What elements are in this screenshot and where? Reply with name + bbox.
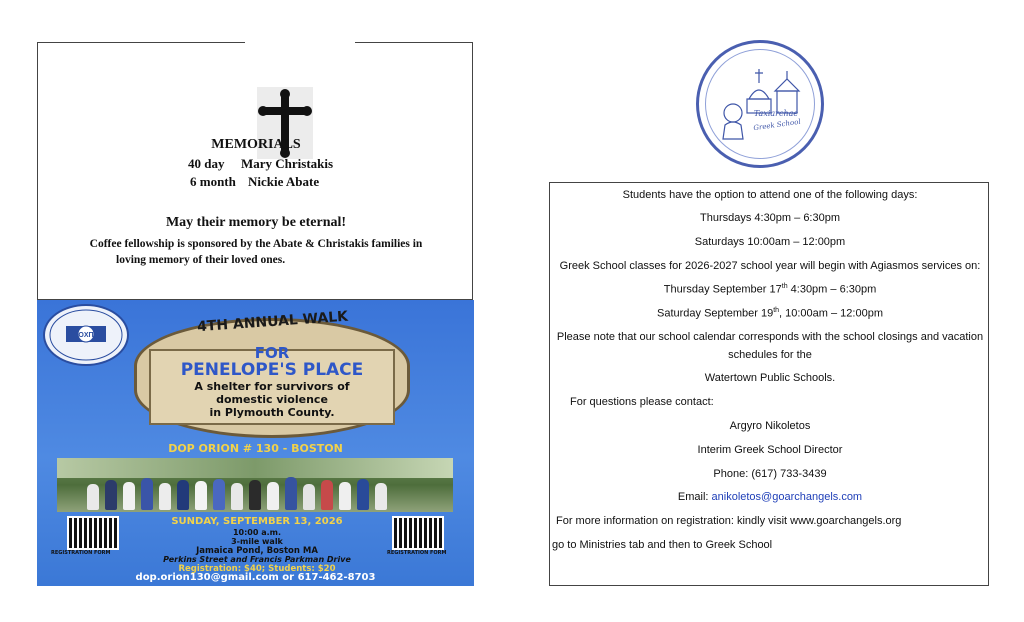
coffee-fellowship-line: loving memory of their loved ones. [116,254,286,266]
shelter-description: in Plymouth County. [209,406,335,419]
director-phone: Phone: (617) 733-3439 [713,468,827,480]
logo-text: Taxiarchae [753,109,799,118]
thursday-schedule: Thursdays 4:30pm – 6:30pm [699,212,841,224]
walk-flyer [37,300,474,586]
registration-qr-code[interactable] [392,516,444,550]
coffee-fellowship-line: Coffee fellowship is sponsored by the Abate & Christakis families in [89,238,423,250]
questions-contact: For questions please contact: [570,396,714,408]
director-name: Argyro Nikoletos [729,420,811,432]
director-title: Interim Greek School Director [697,444,843,456]
memorial-card [37,42,473,300]
walk-fees: Registration: $40; Students: $20 [178,564,336,574]
shelter-description: domestic violence [216,393,328,406]
greek-school-info-box [549,182,989,586]
shelter-description: A shelter for survivors of [194,380,350,393]
walk-contact: dop.orion130@gmail.com or 617-462-8703 [135,572,376,583]
dop-seal-logo [43,304,129,366]
qr-label: REGISTRATION FORM [51,550,111,556]
penelopes-place-title: PENELOPE'S PLACE [180,360,364,380]
calendar-note: Watertown Public Schools. [704,372,836,384]
thursday-start-date: Thursday September 17th 4:30pm – 6:30pm [663,283,877,296]
memorials-title: MEMORIALS [211,137,301,152]
walk-location: Jamaica Pond, Boston MA [196,546,318,556]
walk-streets: Perkins Street and Francis Parkman Drive [163,555,351,564]
dop-orion-heading: DOP ORION # 130 - BOSTON [168,442,343,455]
qr-label: REGISTRATION FORM [387,550,447,556]
memorial-row-label: 6 month [190,174,236,189]
group-photo [57,458,453,512]
registration-qr-code[interactable] [67,516,119,550]
ministries-instruction: go to Ministries tab and then to Greek School [552,539,773,551]
greek-school-logo [696,40,824,168]
walk-time: 10:00 a.m. [232,528,282,537]
walk-date: SUNDAY, SEPTEMBER 13, 2026 [171,516,343,527]
walk-for-text: FOR [254,344,290,362]
walk-distance: 3-mile walk [231,537,283,546]
calendar-note: Please note that our school calendar corresponds with the school closings and vacation [556,331,984,343]
calendar-note: schedules for the [728,349,812,361]
saturday-schedule: Saturdays 10:00am – 12:00pm [694,236,846,248]
memorial-row-label: 40 day [188,156,225,171]
director-email: Email: anikoletos@goarchangels.com [677,491,863,503]
saturday-start-date: Saturday September 19th, 10:00am – 12:00pm [657,307,883,320]
email-link[interactable]: anikoletos@goarchangels.com [711,491,863,503]
memorial-row-name: Nickie Abate [248,174,320,189]
registration-info: For more information on registration: kindly visit www.goarchangels.org [556,515,902,527]
classes-begin-text: Greek School classes for 2026-2027 school year will begin with Agiasmos services on: [559,260,981,272]
memory-eternal-text: May their memory be eternal! [165,215,347,230]
attendance-intro: Students have the option to attend one of the following days: [622,189,918,201]
logo-text: Greek School [752,117,802,133]
memorial-row-name: Mary Christakis [241,156,334,171]
walk-banner-title: 4TH ANNUAL WALK [196,308,349,336]
svg-text:ΟΧΠ: ΟΧΠ [78,332,94,339]
